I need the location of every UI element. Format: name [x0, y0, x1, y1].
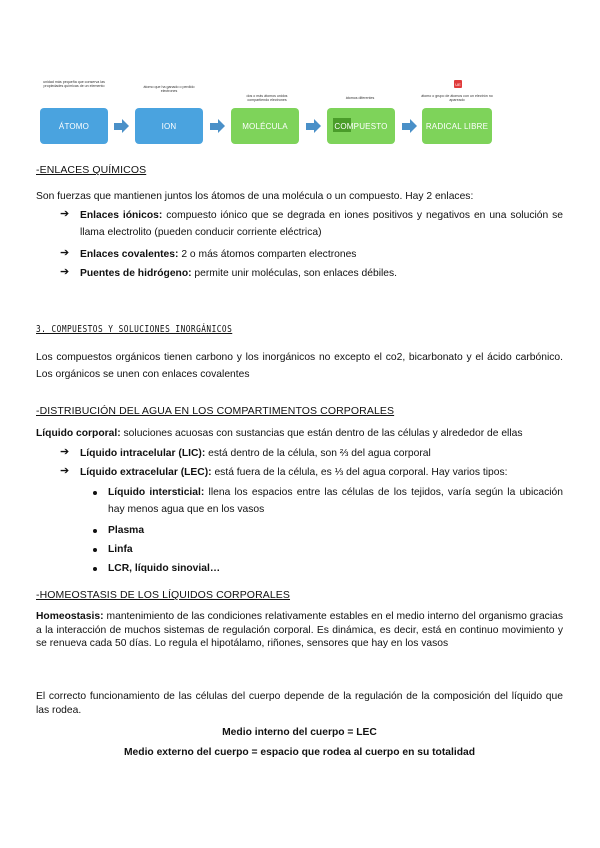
term: Líquido extracelular (LEC):	[80, 467, 212, 478]
compuestos-text: Los compuestos orgánicos tienen carbono y los inorgánicos no excepto el co2, bicarbonato y el ácido carbónico. Los orgánicos se unen con enlaces covalentes	[36, 352, 563, 380]
box-atomo: ÁTOMO	[40, 108, 108, 144]
term: Homeostasis:	[36, 611, 104, 622]
definition: permite unir moléculas, son enlaces débiles.	[191, 268, 398, 279]
definition: 2 o más átomos comparten electrones	[178, 249, 357, 260]
note-atomo: unidad más pequeña que conserva las propiedades químicas de un elemento	[43, 80, 105, 89]
definition: soluciones acuosas con sustancias que están dentro de las células y alrededor de ellas	[120, 428, 523, 439]
enlace-covalente	[80, 246, 563, 263]
box-molecula: MOLÉCULA	[231, 108, 299, 144]
note-ion: átomo que ha ganado o perdido electrones	[143, 85, 195, 94]
section-heading-compuestos: 3. COMPUESTOS Y SOLUCIONES INORGÁNICOS	[36, 324, 233, 335]
definition: está fuera de la célula, es ⅓ del agua corporal. Hay varios tipos:	[211, 467, 508, 478]
note-compuesto: átomos diferentes	[345, 96, 375, 100]
term: Plasma	[108, 525, 145, 536]
section-heading-enlaces: -ENLACES QUÍMICOS	[36, 164, 147, 176]
lec-item	[80, 464, 563, 481]
term: Líquido corporal:	[36, 428, 121, 439]
equation-text: Medio externo del cuerpo = espacio que rodea al cuerpo en su totalidad	[123, 747, 476, 758]
term: Líquido intracelular (LIC):	[80, 448, 206, 459]
definition: está dentro de la célula, son ⅔ del agua corporal	[205, 448, 431, 459]
bullet-dot-icon	[93, 567, 97, 571]
liquido-corporal-def	[36, 425, 566, 442]
ue-badge: UE	[455, 81, 461, 87]
definition: mantenimiento de las condiciones relativamente estables en el medio interno del organismo gracias a la interacción de muchos sistemas de regulación corporal. Es dinámica, es decir, está en continuo movimiento y se renueva cada 50 días. Lo regula el hipotálamo, riñones, sensores que hay en los vasos	[36, 611, 563, 649]
bullet-dot-icon	[93, 529, 97, 533]
term: Enlaces iónicos:	[80, 210, 163, 221]
lcr-item	[108, 560, 220, 577]
bullet-dot-icon	[93, 548, 97, 552]
box-radical-libre: RADICAL LIBRE	[422, 108, 492, 144]
equation-medio-interno	[36, 724, 563, 741]
term: Puentes de hidrógeno:	[80, 268, 192, 279]
term: Enlaces covalentes:	[80, 249, 179, 260]
enlaces-intro: Son fuerzas que mantienen juntos los átomos de una molécula o un compuesto. Hay 2 enlaces:	[36, 191, 474, 202]
plasma-item	[108, 522, 144, 539]
equation-text: Medio interno del cuerpo = LEC	[222, 727, 377, 738]
enlace-hidrogeno	[80, 265, 563, 282]
definition: compuesto iónico que se degrada en iones positivos y negativos en una solución se llama electrolito (pueden conducir corriente eléctrica)	[80, 210, 564, 238]
bullet-dot-icon	[93, 491, 97, 495]
box-compuesto: COMPUESTO	[334, 121, 388, 131]
note-molecula: dos o más átomos unidos compartiendo electrones	[246, 94, 288, 103]
section-heading-homeostasis: -HOMEOSTASIS DE LOS LÍQUIDOS CORPORALES	[36, 589, 291, 601]
term: Líquido intersticial:	[108, 487, 205, 498]
arrow-bullet-icon: ➔	[60, 446, 70, 458]
note-radical: átomo o grupo de átomos con un electrón no apareado	[421, 94, 493, 103]
definition: llena los espacios entre las células de los tejidos, varía según la ubicación hay menos agua que en los vasos	[108, 487, 564, 515]
equation-medio-externo	[36, 744, 563, 761]
term: Linfa	[108, 544, 133, 555]
arrow-bullet-icon: ➔	[60, 465, 70, 477]
homeostasis-para2: El correcto funcionamiento de las células del cuerpo depende de la regulación de la composición del líquido que las rodea.	[36, 691, 563, 716]
homeostasis-def	[36, 610, 563, 651]
box-ion: ION	[135, 108, 203, 144]
arrow-bullet-icon: ➔	[60, 208, 70, 220]
arrow-bullet-icon: ➔	[60, 247, 70, 259]
arrow-bullet-icon: ➔	[60, 266, 70, 278]
liquido-intersticial	[108, 484, 563, 518]
section-heading-distribucion: -DISTRIBUCIÓN DEL AGUA EN LOS COMPARTIMENTOS CORPORALES	[36, 405, 395, 417]
term: LCR, líquido sinovial…	[108, 563, 221, 574]
lic-item	[80, 445, 563, 462]
enlace-ionico	[80, 207, 563, 241]
linfa-item	[108, 541, 133, 558]
